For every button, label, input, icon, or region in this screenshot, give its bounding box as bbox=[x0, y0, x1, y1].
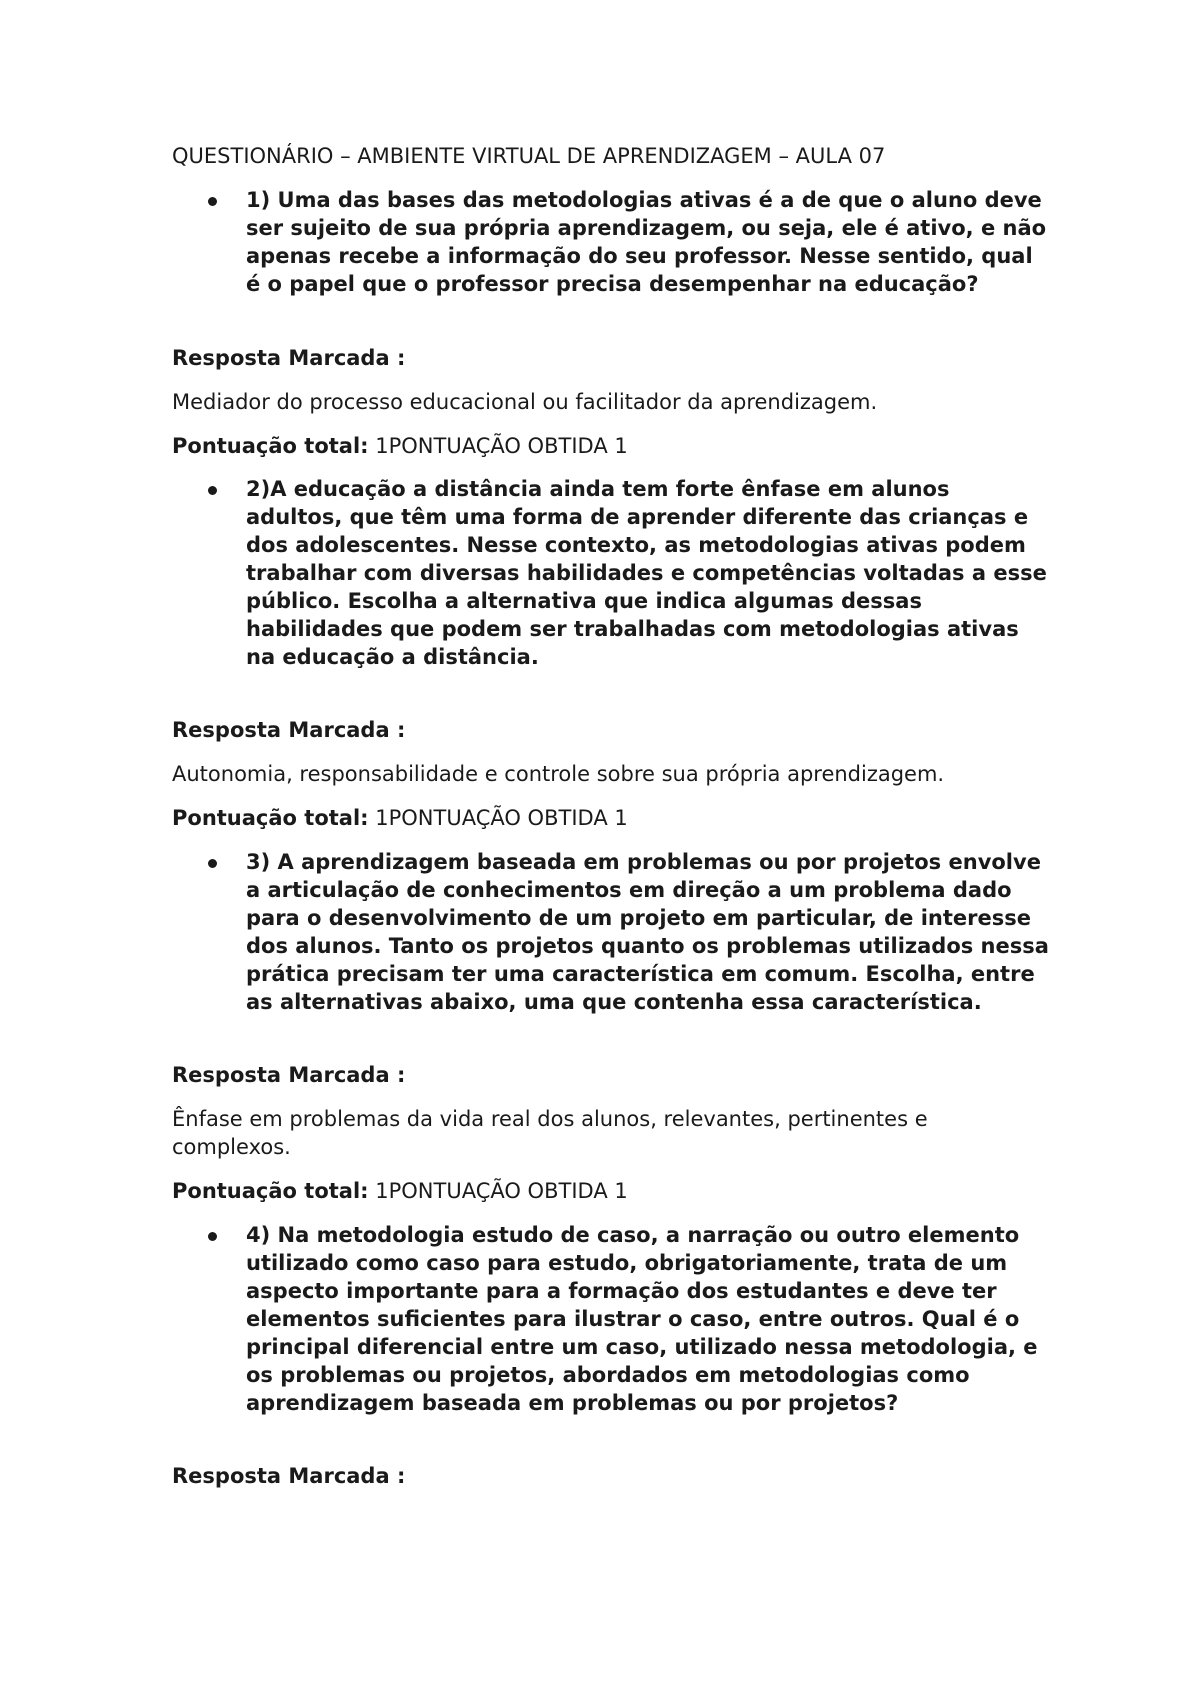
question-text bbox=[172, 475, 1052, 671]
answer-label-3: Resposta Marcada : bbox=[172, 1063, 406, 1087]
answer-text-3: Ênfase em problemas da vida real dos alunos, relevantes, pertinentes e complexos. bbox=[172, 1107, 928, 1159]
score-label: Pontuação total: bbox=[172, 1179, 369, 1203]
bullet-icon bbox=[208, 1232, 217, 1241]
document-title: QUESTIONÁRIO – AMBIENTE VIRTUAL DE APRENDIZAGEM – AULA 07 bbox=[172, 144, 886, 168]
question-3 bbox=[172, 848, 1052, 1016]
score-label: Pontuação total: bbox=[172, 806, 369, 830]
question-1 bbox=[172, 186, 1052, 298]
bullet-icon bbox=[208, 197, 217, 206]
answer-text-2: Autonomia, responsabilidade e controle sobre sua própria aprendizagem. bbox=[172, 762, 945, 786]
question-2-text: 2)A educação a distância ainda tem forte ênfase em alunos adultos, que têm uma forma de aprender diferente das crianças e dos adolescentes. Nesse contexto, as metodologias ativas podem trabalhar com diversas habilidades e competências voltadas a esse público. Escolha a alternativa que indica algumas dessas habilidades que podem ser trabalhadas com metodologias ativas na educação a distância. bbox=[246, 477, 1047, 669]
question-text bbox=[172, 186, 1052, 298]
question-text bbox=[172, 848, 1052, 1016]
score-value: 1PONTUAÇÃO OBTIDA 1 bbox=[368, 806, 628, 830]
question-3-text: 3) A aprendizagem baseada em problemas ou por projetos envolve a articulação de conhecimentos em direção a um problema dado para o desenvolvimento de um projeto em particular, de interesse dos alunos. Tanto os projetos quanto os problemas utilizados nessa prática precisam ter uma característica em comum. Escolha, entre as alternativas abaixo, uma que contenha essa característica. bbox=[246, 850, 1049, 1014]
answer-text-1: Mediador do processo educacional ou facilitador da aprendizagem. bbox=[172, 390, 878, 414]
question-text bbox=[172, 1221, 1052, 1417]
score-line-3 bbox=[172, 1177, 628, 1205]
question-1-text: 1) Uma das bases das metodologias ativas é a de que o aluno deve ser sujeito de sua própria aprendizagem, ou seja, ele é ativo, e não apenas recebe a informação do seu professor. Nesse sentido, qual é o papel que o professor precisa desempenhar na educação? bbox=[246, 188, 1047, 296]
question-4 bbox=[172, 1221, 1052, 1417]
score-value: 1PONTUAÇÃO OBTIDA 1 bbox=[368, 1179, 628, 1203]
score-value: 1PONTUAÇÃO OBTIDA 1 bbox=[368, 434, 628, 458]
answer-label-4: Resposta Marcada : bbox=[172, 1464, 406, 1488]
bullet-icon bbox=[208, 486, 217, 495]
question-2 bbox=[172, 475, 1052, 671]
bullet-icon bbox=[208, 859, 217, 868]
answer-label-2: Resposta Marcada : bbox=[172, 718, 406, 742]
score-label: Pontuação total: bbox=[172, 434, 369, 458]
question-4-text: 4) Na metodologia estudo de caso, a narração ou outro elemento utilizado como caso para estudo, obrigatoriamente, trata de um aspecto importante para a formação dos estudantes e deve ter elementos suficientes para ilustrar o caso, entre outros. Qual é o principal diferencial entre um caso, utilizado nessa metodologia, e os problemas ou projetos, abordados em metodologias como aprendizagem baseada em problemas ou por projetos? bbox=[246, 1223, 1038, 1415]
score-line-2 bbox=[172, 804, 628, 832]
answer-label-1: Resposta Marcada : bbox=[172, 346, 406, 370]
score-line-1 bbox=[172, 432, 628, 460]
